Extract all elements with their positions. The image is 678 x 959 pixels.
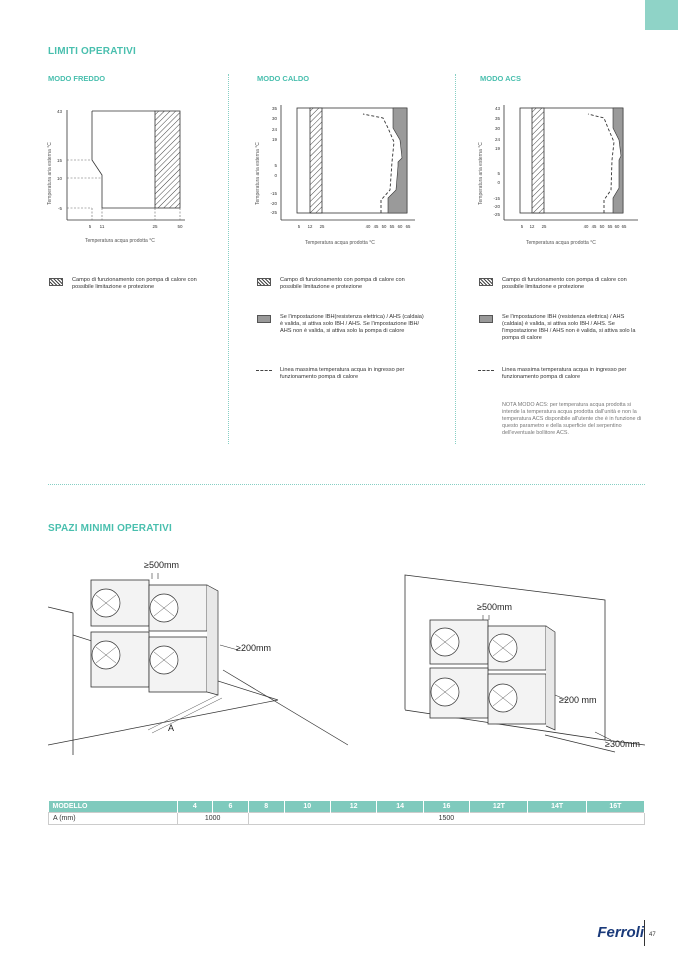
legend-dash-swatch [478, 370, 494, 371]
acs-y-tick: -20 [493, 204, 500, 209]
acs-y-tick: 19 [494, 146, 500, 151]
freddo-legend-hatch: Campo di funzionamento con pompa di calore con possibile limitazione e protezione [72, 277, 197, 290]
caldo-y-tick: -20 [270, 201, 277, 206]
acs-legend-dash: Linea massima temperatura acqua in ingresso per funzionamento pompa di calore [502, 367, 627, 380]
freddo-y-tick: 10 [56, 176, 62, 181]
acs-hatch-area [532, 108, 544, 213]
table-header: 6 [213, 801, 249, 813]
acs-x-tick: 25 [541, 224, 547, 229]
brand-logo: Ferroli [597, 924, 644, 941]
table-header: 12T [470, 801, 528, 813]
freddo-chart [45, 100, 195, 250]
acs-chart [476, 100, 641, 250]
model-table [48, 801, 645, 825]
legend-grey-swatch [479, 315, 493, 323]
freddo-hatch-area [155, 111, 180, 208]
limiti-title: LIMITI OPERATIVI [48, 46, 137, 57]
acs-x-tick: 50 [599, 224, 605, 229]
caldo-y-tick: 19 [271, 137, 277, 142]
left-front-label: A [168, 723, 175, 733]
outdoor-unit [149, 637, 207, 692]
right-top-clearance: ≥500mm [477, 602, 512, 612]
acs-x-tick: 55 [607, 224, 613, 229]
acs-x-axis-label: Temperatura acqua prodotta °C [526, 240, 596, 246]
table-header: 12 [330, 801, 376, 813]
caldo-x-tick: 5 [297, 224, 301, 229]
caldo-y-tick: 5 [274, 163, 277, 168]
caldo-chart [253, 100, 418, 250]
caldo-y-axis-label: Temperatura aria esterna °C [255, 142, 261, 205]
table-header: 14 [377, 801, 423, 813]
left-top-clearance: ≥500mm [144, 560, 179, 570]
caldo-hatch-area [310, 108, 322, 213]
column-divider [455, 74, 456, 444]
table-header: 10 [284, 801, 330, 813]
acs-x-tick: 45 [591, 224, 597, 229]
outdoor-unit [488, 674, 546, 724]
table-cell: A (mm) [49, 813, 178, 825]
right-clearance-illustration [355, 570, 655, 755]
acs-y-tick: -15 [493, 196, 500, 201]
acs-x-tick: 12 [529, 224, 535, 229]
acs-y-tick: 0 [497, 180, 500, 185]
legend-dash-swatch [256, 370, 272, 371]
caldo-legend-hatch: Campo di funzionamento con pompa di calore con possibile limitazione e protezione [280, 277, 405, 290]
legend-hatch-swatch [479, 278, 493, 286]
outdoor-unit [91, 580, 149, 626]
caldo-y-tick: -25 [270, 210, 277, 215]
outdoor-unit [91, 632, 149, 687]
freddo-x-tick: 11 [99, 224, 105, 229]
table-header: 16T [586, 801, 644, 813]
freddo-title: MODO FREDDO [48, 74, 106, 83]
caldo-y-tick: 0 [274, 173, 277, 178]
caldo-x-tick: 50 [381, 224, 387, 229]
acs-y-axis-label: Temperatura aria esterna °C [478, 142, 484, 205]
legend-hatch-swatch [257, 278, 271, 286]
acs-y-tick: 24 [494, 137, 500, 142]
freddo-y-tick: 43 [56, 109, 62, 114]
left-side-clearance: ≥200mm [236, 643, 271, 653]
column-divider [228, 74, 229, 444]
freddo-x-tick: 5 [88, 224, 92, 229]
acs-note: NOTA MODO ACS: per temperatura acqua prodotta si intende la temperatura acqua prodotta dall'unità e non la temperatura ACS disponibile all'utente che è in funzione di questo parametro e della superficie del serpentino dell'eventuale bollitore ACS. [502, 402, 642, 436]
table-header: 16 [423, 801, 469, 813]
acs-x-tick: 65 [621, 224, 627, 229]
outdoor-unit [488, 626, 546, 670]
caldo-legend-grey: Se l'impostazione IBH(resistenza elettrica) / AHS (caldaia) è valida, si attiva solo IBH / AHS. Se l'impostazione IBH/ AHS non è valida, si attiva solo la pompa di calore [280, 314, 424, 334]
table-header: 14T [528, 801, 586, 813]
section-divider [48, 484, 645, 485]
caldo-title: MODO CALDO [257, 74, 310, 83]
acs-y-tick: 5 [497, 171, 500, 176]
table-header: MODELLO [49, 801, 178, 813]
left-clearance-illustration [48, 555, 348, 755]
acs-legend-grey: Se l'impostazione IBH (resistenza elettrica) / AHS (caldaia) è valida, si attiva solo IBH / AHS. Se l'impostazione IBH / AHS non è valida, si attiva solo la pompa di calore [502, 314, 636, 341]
acs-y-tick: 30 [494, 126, 500, 131]
freddo-x-tick: 25 [152, 224, 158, 229]
caldo-y-tick: 35 [271, 106, 277, 111]
spazi-title: SPAZI MINIMI OPERATIVI [48, 523, 173, 534]
acs-title: MODO ACS [480, 74, 521, 83]
freddo-x-axis-label: Temperatura acqua prodotta °C [85, 238, 155, 244]
table-header-row [49, 801, 645, 813]
table-header: 4 [177, 801, 213, 813]
caldo-x-tick: 60 [397, 224, 403, 229]
acs-x-tick: 60 [614, 224, 620, 229]
acs-legend-hatch: Campo di funzionamento con pompa di calore con possibile limitazione e protezione [502, 277, 627, 290]
outdoor-unit [430, 620, 488, 664]
caldo-x-tick: 12 [307, 224, 313, 229]
acs-x-tick: 40 [583, 224, 589, 229]
caldo-x-tick: 55 [389, 224, 395, 229]
outdoor-unit [430, 668, 488, 718]
freddo-y-axis-label: Temperatura aria esterna °C [47, 142, 53, 205]
right-side-clearance: ≥200 mm [559, 695, 597, 705]
corner-tab [645, 0, 678, 30]
page-number: 47 [649, 932, 656, 938]
acs-y-tick: 35 [494, 116, 500, 121]
acs-y-tick: -25 [493, 212, 500, 217]
caldo-x-tick: 40 [365, 224, 371, 229]
caldo-legend-dash: Linea massima temperatura acqua in ingresso per funzionamento pompa di calore [280, 367, 405, 380]
freddo-y-tick: -5 [57, 206, 62, 211]
caldo-y-tick: -15 [270, 191, 277, 196]
caldo-x-tick: 65 [405, 224, 411, 229]
acs-y-tick: 43 [494, 106, 500, 111]
table-cell: 1500 [248, 813, 644, 825]
caldo-x-tick: 25 [319, 224, 325, 229]
table-cell: 1000 [177, 813, 248, 825]
outdoor-unit [149, 585, 207, 631]
freddo-x-tick: 50 [177, 224, 183, 229]
table-row [49, 813, 645, 825]
table-header: 8 [248, 801, 284, 813]
caldo-x-tick: 45 [373, 224, 379, 229]
freddo-y-tick: 15 [56, 158, 62, 163]
footer-divider [644, 920, 645, 946]
caldo-y-tick: 30 [271, 116, 277, 121]
caldo-y-tick: 24 [271, 127, 277, 132]
legend-hatch-swatch [49, 278, 63, 286]
right-floor-clearance: ≥300mm [605, 739, 640, 749]
acs-x-tick: 5 [520, 224, 524, 229]
caldo-x-axis-label: Temperatura acqua prodotta °C [305, 240, 375, 246]
legend-grey-swatch [257, 315, 271, 323]
